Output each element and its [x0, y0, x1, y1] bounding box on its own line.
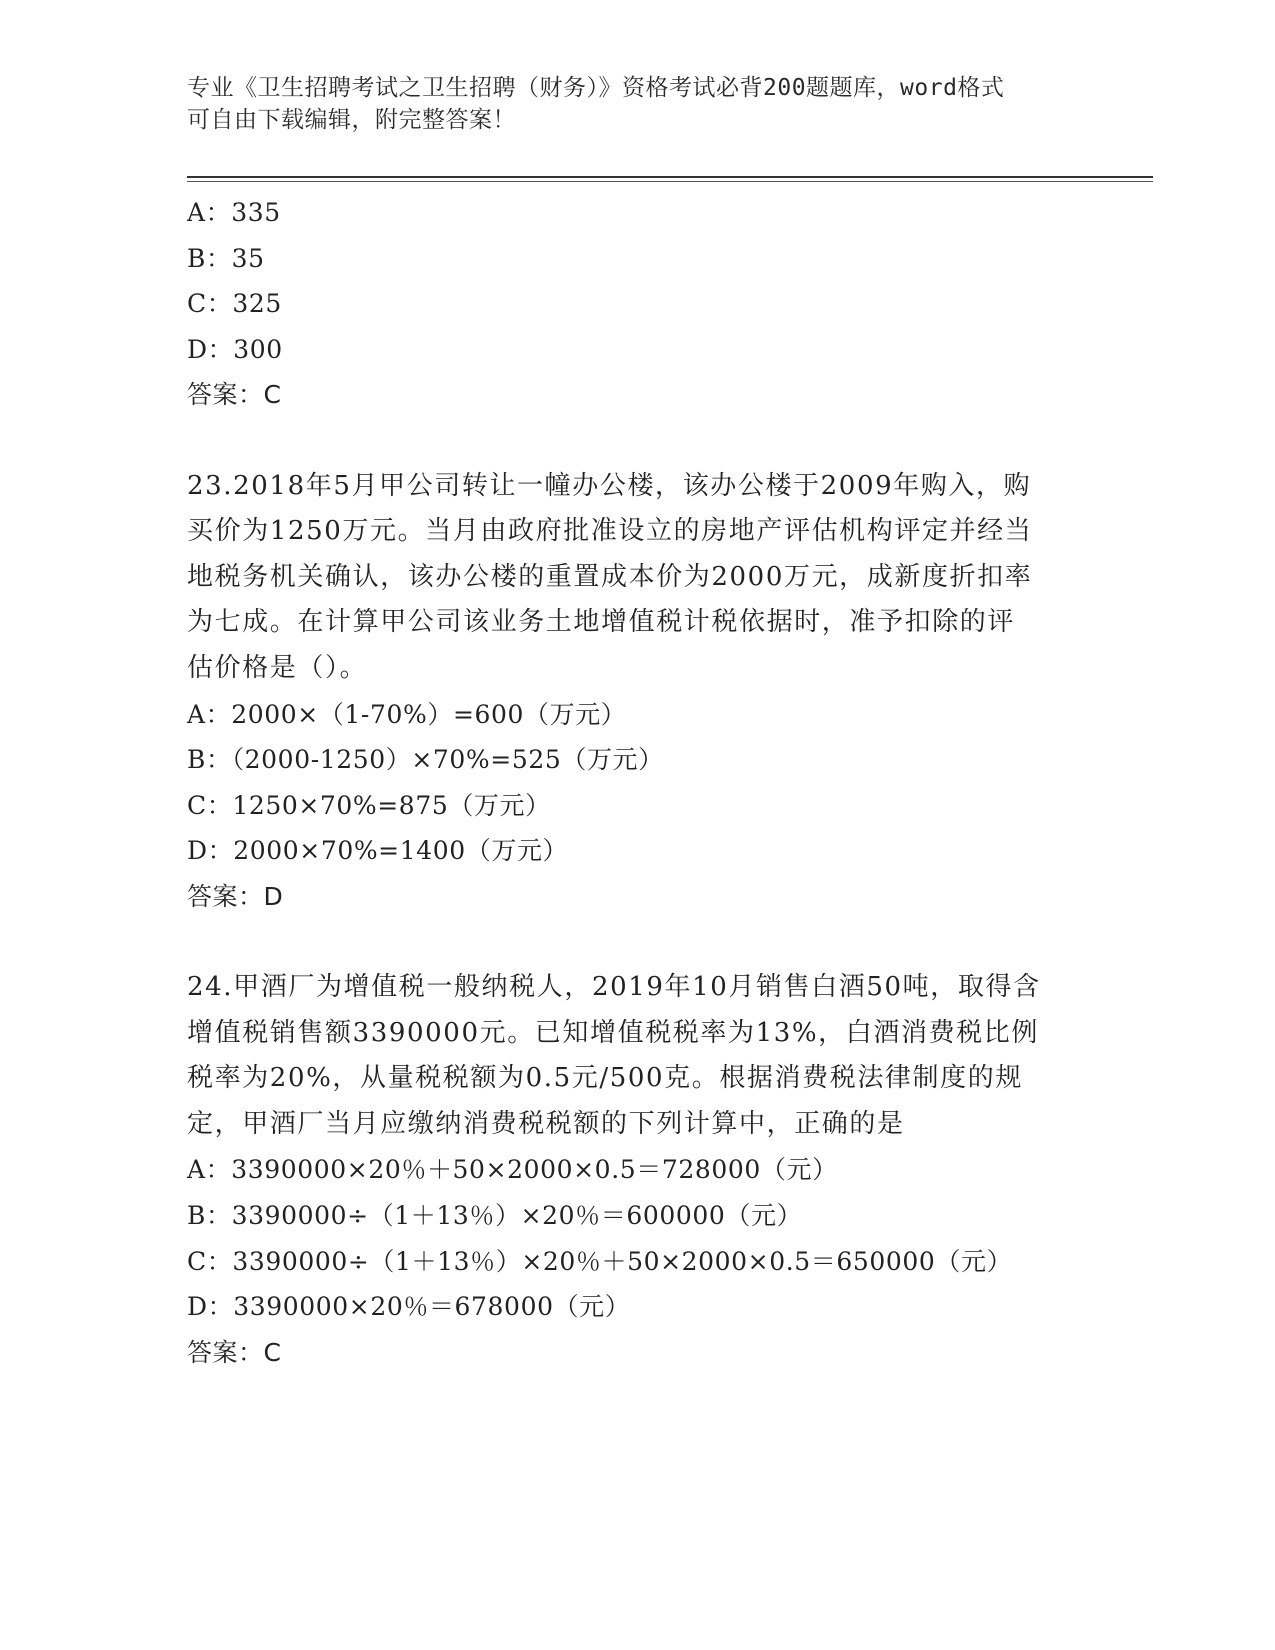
question-stem-line: 估价格是（）。 [187, 652, 368, 683]
question-stem-line: 23.2018年5月甲公司转让一幢办公楼，该办公楼于2009年购入，购 [187, 470, 1032, 501]
option-a: A：335 [187, 198, 281, 227]
question-stem-line: 增值税销售额3390000元。已知增值税税率为13%，白酒消费税比例 [187, 1017, 1039, 1048]
question-stem-line: 买价为1250万元。当月由政府批准设立的房地产评估机构评定并经当 [187, 516, 1033, 547]
question-block [187, 464, 1087, 920]
spacer [187, 418, 1087, 464]
option-b: B：35 [187, 243, 265, 273]
question-list [187, 190, 1087, 1375]
header-rule-thick [187, 176, 1153, 178]
option-d: D：3390000×20％＝678000（元） [187, 1292, 631, 1322]
option-b: B：（2000-1250）×70%=525（万元） [187, 745, 664, 775]
header-line: 可自由下载编辑，附完整答案！ [187, 107, 516, 133]
spacer [187, 920, 1087, 966]
answer-line: 答案：C [187, 380, 282, 410]
option-c: C：3390000÷（1＋13％）×20％＋50×2000×0.5＝650000（元） [187, 1246, 1013, 1276]
question-stem-line: 24.甲酒厂为增值税一般纳税人，2019年10月销售白酒50吨，取得含 [187, 972, 1041, 1003]
option-b: B：3390000÷（1＋13％）×20％＝600000（元） [187, 1201, 803, 1231]
question-stem-line: 税率为20%，从量税税额为0.5元/500克。根据消费税法律制度的规 [187, 1063, 1023, 1094]
question-stem-line: 为七成。在计算甲公司该业务土地增值税计税依据时，准予扣除的评 [187, 607, 1016, 638]
option-d: D：300 [187, 334, 283, 364]
option-a: A：3390000×20％＋50×2000×0.5＝728000（元） [187, 1155, 838, 1185]
option-c: C：325 [187, 289, 282, 319]
document-header [187, 72, 1087, 136]
header-rule-thin [187, 181, 1153, 182]
answer-line: 答案：D [187, 881, 284, 911]
header-line: 专业《卫生招聘考试之卫生招聘（财务）》资格考试必背200题题库，word格式 [187, 75, 1005, 101]
option-a: A：2000×（1-70%）=600（万元） [187, 699, 627, 729]
question-block [187, 190, 1087, 418]
question-block [187, 965, 1087, 1375]
option-c: C：1250×70%=875（万元） [187, 790, 551, 820]
option-d: D：2000×70%=1400（万元） [187, 836, 569, 866]
answer-line: 答案：C [187, 1337, 282, 1367]
question-stem-line: 地税务机关确认，该办公楼的重置成本价为2000万元，成新度折扣率 [187, 561, 1033, 592]
question-stem-line: 定，甲酒厂当月应缴纳消费税税额的下列计算中，正确的是 [187, 1108, 905, 1139]
